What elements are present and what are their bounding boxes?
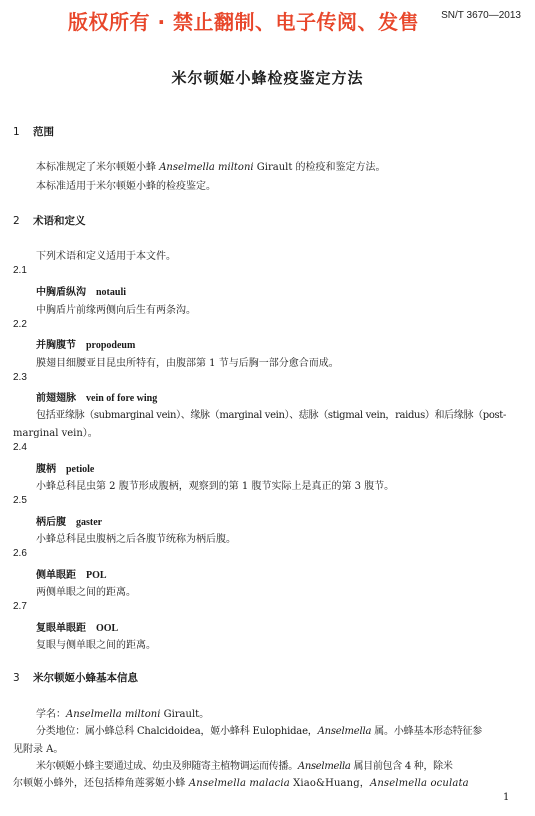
section-title: 范围	[33, 126, 54, 138]
term-number: 2.4	[13, 442, 27, 453]
scientific-name: Anselmella malacia	[188, 778, 290, 789]
term-en: petiole	[66, 464, 95, 475]
term-definition: 复眼与侧单眼之间的距离。	[36, 640, 156, 651]
term-cn: 侧单眼距	[36, 570, 76, 581]
section-number: 1	[13, 126, 20, 138]
term-definition: 小蜂总科昆虫第 2 腹节形成腹柄，观察到的第 1 腹节实际上是真正的第 3 腹节。	[36, 481, 395, 492]
term-number: 2.6	[13, 548, 27, 559]
term-heading	[36, 513, 102, 528]
term-cn: 复眼单眼距	[36, 623, 86, 634]
text: 属目前包含 4 种，除米	[350, 761, 453, 772]
copyright-watermark: 版权所有 · 禁止翻制、电子传阅、发售	[68, 10, 420, 34]
text: Girault。	[160, 709, 210, 720]
term-cn: 腹柄	[36, 464, 56, 475]
classification-line-continued: 见附录 A。	[13, 744, 64, 755]
term-en: vein of fore wing	[86, 393, 158, 404]
term-heading	[36, 566, 107, 581]
term-heading	[36, 460, 94, 475]
text: Xiao&Huang，	[289, 778, 370, 789]
term-heading	[36, 336, 135, 351]
term-number: 2.3	[13, 372, 27, 383]
term-definition: 包括亚缘脉（submarginal vein）、缘脉（marginal vein）、痣脉（stigmal vein，raidus）和后缘脉（post-	[36, 410, 506, 421]
section-3-heading	[13, 670, 138, 685]
spread-line-continued	[13, 774, 524, 789]
spread-line	[36, 757, 524, 772]
scientific-name-line	[36, 705, 209, 720]
scientific-name: Anselmella miltoni	[159, 162, 254, 173]
section-number: 3	[13, 672, 20, 684]
section-1-heading	[13, 124, 54, 139]
genus-name: Anselmella	[317, 726, 372, 737]
term-heading	[36, 283, 126, 298]
document-title: 米尔顿姬小蜂检疫鉴定方法	[171, 69, 364, 87]
page-number: 1	[503, 792, 510, 803]
term-cn: 中胸盾纵沟	[36, 287, 86, 298]
term-en: propodeum	[86, 340, 136, 351]
terms-intro: 下列术语和定义适用于本文件。	[36, 251, 176, 262]
text: 尔顿姬小蜂外，还包括棒角莲雾姬小蜂	[13, 778, 189, 789]
classification-line	[36, 722, 524, 737]
text: 属。小蜂基本形态特征参	[371, 726, 483, 737]
term-definition: 膜翅目细腰亚目昆虫所特有，由腹部第 1 节与后胸一部分愈合而成。	[36, 358, 339, 369]
text: 米尔顿姬小蜂主要通过成、幼虫及卵随寄主植物调运而传播。	[36, 761, 298, 772]
term-en: OOL	[96, 623, 119, 634]
section-number: 2	[13, 215, 20, 227]
scientific-name: Anselmella oculata	[369, 778, 469, 789]
scope-paragraph-1	[36, 158, 386, 173]
term-cn: 前翅翅脉	[36, 393, 76, 404]
standard-code: SN/T 3670—2013	[441, 10, 521, 21]
term-en: notauli	[96, 287, 127, 298]
text: 学名：	[36, 709, 66, 720]
text: 分类地位：属小蜂总科 Chalcidoidea，姬小蜂科 Eulophidae，	[36, 726, 318, 737]
term-number: 2.1	[13, 265, 27, 276]
term-definition: 两侧单眼之间的距离。	[36, 587, 136, 598]
term-cn: 柄后腹	[36, 517, 66, 528]
section-title: 米尔顿姬小蜂基本信息	[33, 672, 138, 684]
term-cn: 并胸腹节	[36, 340, 76, 351]
text: 本标准规定了米尔顿姬小蜂	[36, 162, 160, 173]
genus-name: Anselmella	[297, 761, 351, 772]
term-number: 2.5	[13, 495, 27, 506]
scientific-name: Anselmella miltoni	[66, 709, 161, 720]
term-definition: 中胸盾片前缘两侧向后生有两条沟。	[36, 305, 196, 316]
term-number: 2.7	[13, 601, 27, 612]
scope-paragraph-2: 本标准适用于米尔顿姬小蜂的检疫鉴定。	[36, 181, 216, 192]
term-en: gaster	[76, 517, 103, 528]
section-title: 术语和定义	[33, 215, 86, 227]
term-heading	[36, 619, 118, 634]
term-definition: 小蜂总科昆虫腹柄之后各腹节统称为柄后腹。	[36, 534, 236, 545]
term-definition-continued: marginal vein）。	[13, 428, 98, 439]
term-en: POL	[86, 570, 107, 581]
text: Girault 的检疫和鉴定方法。	[253, 162, 386, 173]
term-number: 2.2	[13, 319, 27, 330]
section-2-heading	[13, 213, 86, 228]
term-heading	[36, 389, 157, 404]
